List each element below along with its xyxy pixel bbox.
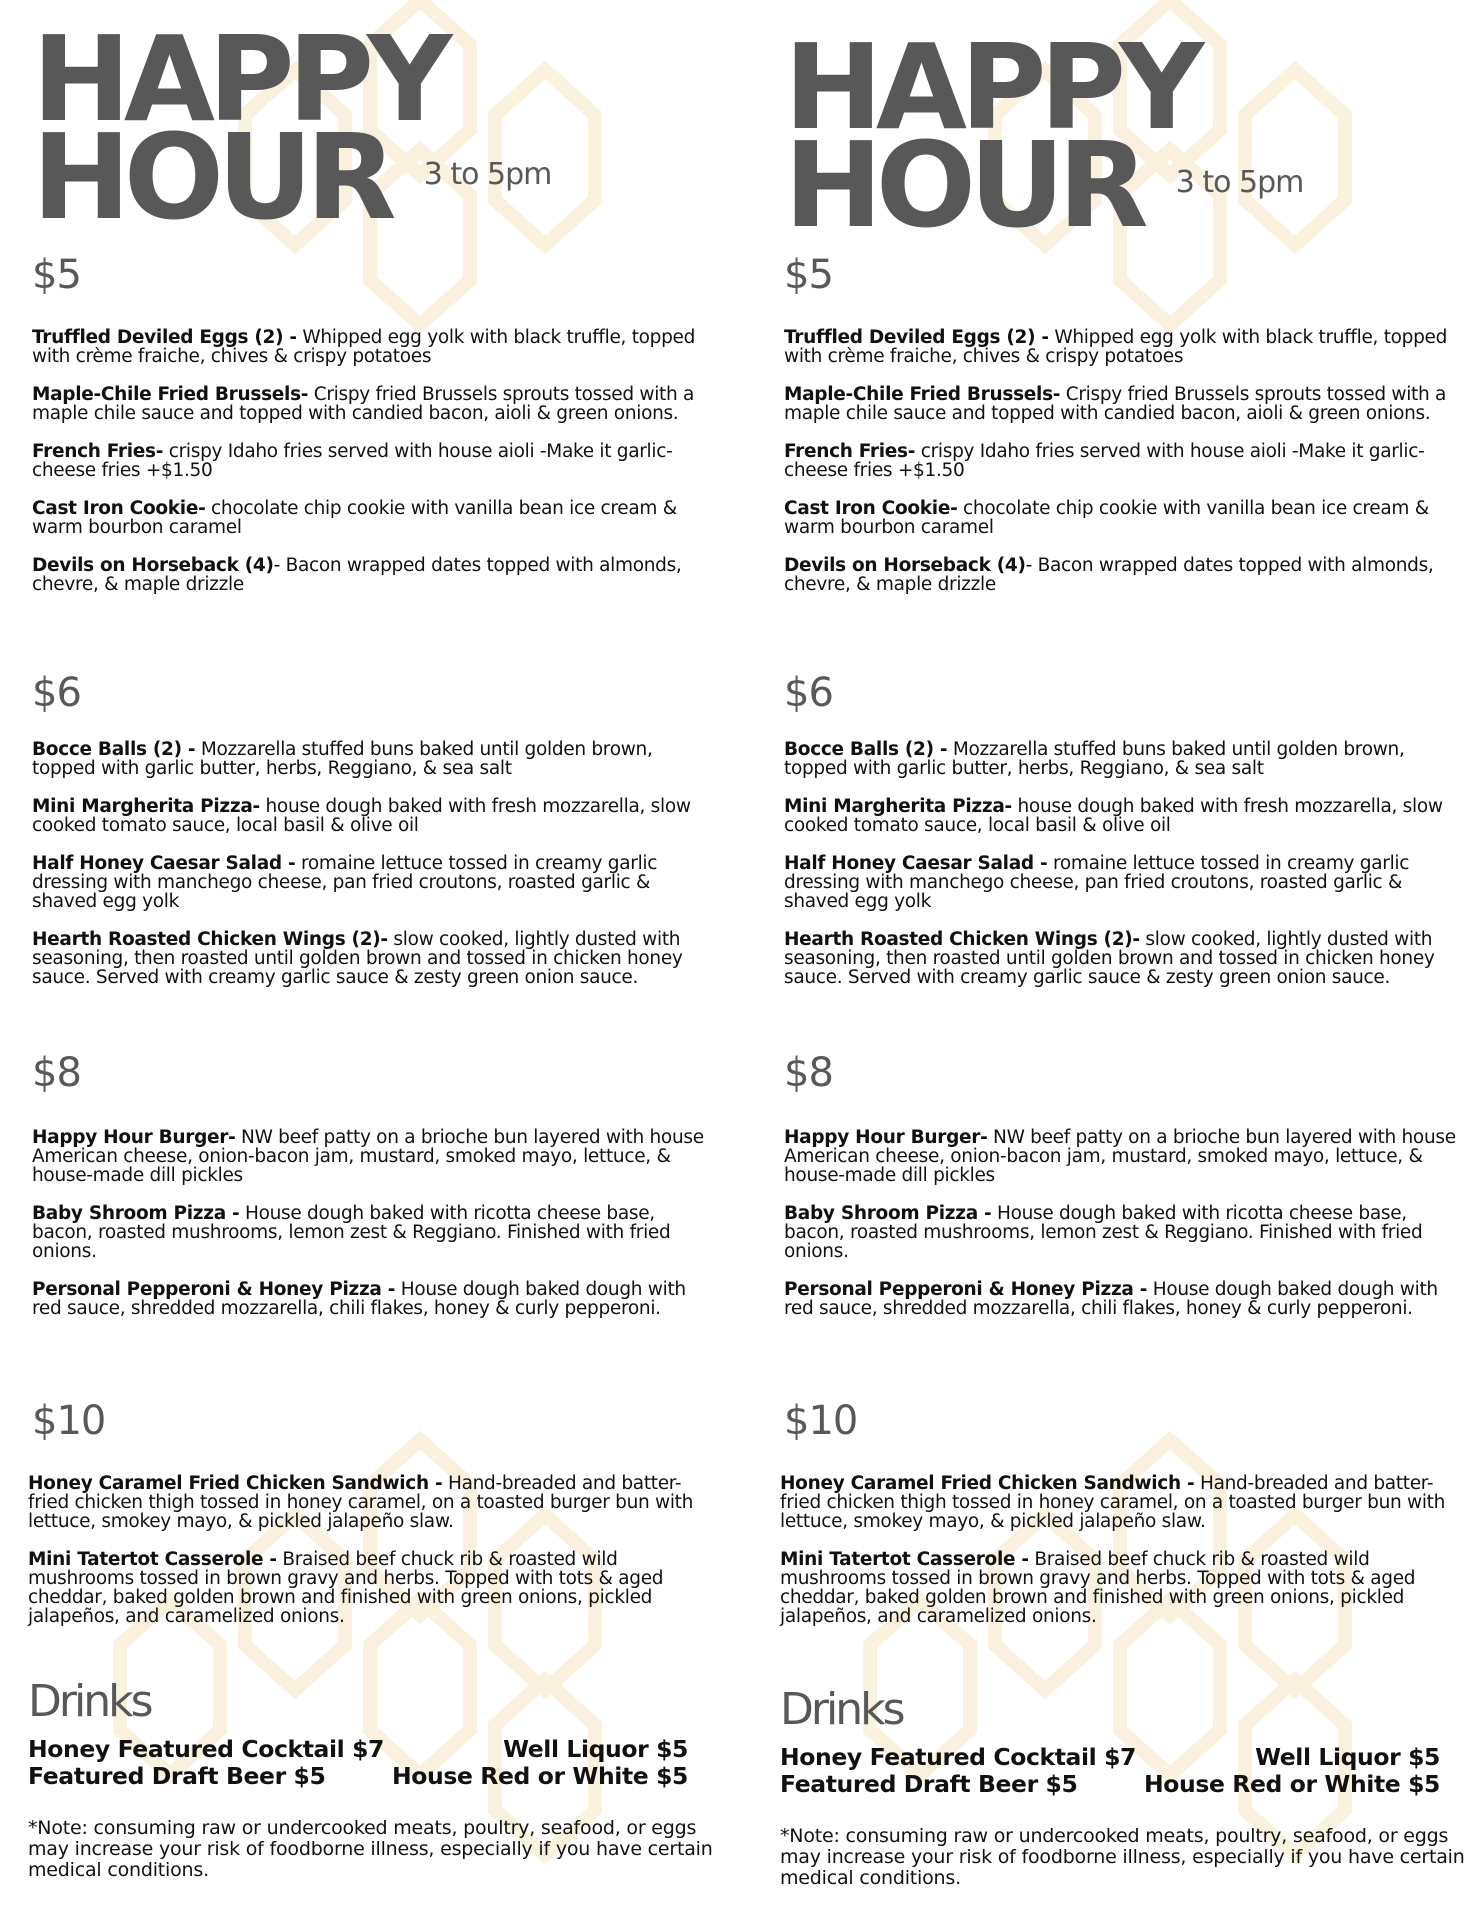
- menu-item: [784, 740, 1464, 778]
- items-8: [784, 1128, 1464, 1337]
- drink-item: House Red or White $5: [392, 1762, 688, 1790]
- title-block: [784, 18, 1304, 254]
- item-desc: House dough baked dough with red sauce, shredded mozzarella, chili flakes, honey & curly pepperoni.: [32, 1279, 686, 1319]
- menu-item: [784, 328, 1464, 366]
- menu-item: [780, 1474, 1460, 1531]
- menu-item: [784, 556, 1464, 594]
- menu-item: [32, 740, 712, 778]
- price-heading-5: $5: [32, 252, 81, 298]
- item-desc: Mozzarella stuffed buns baked until golden brown, topped with garlic butter, herbs, Reggiano, & sea salt: [32, 739, 653, 779]
- drinks-list: [780, 1744, 1440, 1798]
- price-heading-8: $8: [32, 1050, 81, 1096]
- drinks-list: [28, 1736, 688, 1790]
- menu-item: [784, 442, 1464, 480]
- item-name: Honey Caramel Fried Chicken Sandwich -: [28, 1473, 443, 1494]
- title-hour: HOUR: [32, 108, 390, 246]
- menu-item: [784, 385, 1464, 423]
- item-desc: Mozzarella stuffed buns baked until golden brown, topped with garlic butter, herbs, Reggiano, & sea salt: [784, 739, 1405, 779]
- item-name: Mini Margherita Pizza-: [784, 796, 1012, 817]
- title-block: [32, 10, 552, 246]
- drink-item: Featured Draft Beer $5: [28, 1762, 326, 1790]
- item-name: Hearth Roasted Chicken Wings (2)-: [784, 929, 1140, 950]
- items-6: [32, 740, 712, 1006]
- title-happy: HAPPY: [32, 10, 446, 148]
- menu-item: [32, 854, 712, 911]
- price-heading-10: $10: [32, 1398, 106, 1444]
- drink-item: Featured Draft Beer $5: [780, 1770, 1078, 1798]
- item-name: Happy Hour Burger-: [784, 1127, 988, 1148]
- item-desc: House dough baked with ricotta cheese base, bacon, roasted mushrooms, lemon zest & Reggiano. Finished with fried onions.: [784, 1203, 1423, 1262]
- item-name: Bocce Balls (2) -: [784, 739, 948, 760]
- menu-item: [780, 1550, 1460, 1626]
- menu-right: [780, 0, 1484, 1920]
- drink-item: Well Liquor $5: [1255, 1743, 1440, 1771]
- items-8: [32, 1128, 712, 1337]
- menu-item: [784, 1280, 1464, 1318]
- item-name: Half Honey Caesar Salad -: [32, 853, 296, 874]
- drink-item: Honey Featured Cocktail $7: [780, 1743, 1137, 1771]
- item-desc: chocolate chip cookie with vanilla bean ice cream & warm bourbon caramel: [32, 498, 677, 538]
- menu-item: [32, 1204, 712, 1261]
- item-name: French Fries-: [784, 441, 916, 462]
- title-happy: HAPPY: [784, 18, 1198, 156]
- menu-item: [784, 930, 1464, 987]
- item-desc: slow cooked, lightly dusted with seasoning, then roasted until golden brown and tossed in chicken honey sauce. Served with creamy garlic sauce & zesty green onion sauce.: [784, 929, 1435, 988]
- item-name: Happy Hour Burger-: [32, 1127, 236, 1148]
- item-desc: NW beef patty on a brioche bun layered with house American cheese, onion-bacon jam, mustard, smoked mayo, lettuce, & house-made dill pickles: [784, 1127, 1456, 1186]
- happy-hour-times: 3 to 5pm: [423, 157, 552, 192]
- drinks-heading: Drinks: [780, 1684, 903, 1735]
- item-desc: - Bacon wrapped dates topped with almonds, chevre, & maple drizzle: [32, 555, 682, 595]
- food-safety-note: *Note: consuming raw or undercooked meats, poultry, seafood, or eggs may increase your risk of foodborne illness, especially if you have certain medical conditions.: [780, 1825, 1465, 1889]
- item-desc: Hand-breaded and batter-fried chicken thigh tossed in honey caramel, on a toasted burger bun with lettuce, smokey mayo, & pickled jalapeño slaw.: [780, 1473, 1446, 1532]
- item-desc: house dough baked with fresh mozzarella, slow cooked tomato sauce, local basil & olive oil: [784, 796, 1443, 836]
- item-desc: Crispy fried Brussels sprouts tossed with a maple chile sauce and topped with candied bacon, aioli & green onions.: [32, 384, 695, 424]
- item-name: Truffled Deviled Eggs (2) -: [784, 327, 1049, 348]
- item-desc: romaine lettuce tossed in creamy garlic dressing with manchego cheese, pan fried croutons, roasted garlic & shaved egg yolk: [32, 853, 658, 912]
- items-6: [784, 740, 1464, 1006]
- drink-item: House Red or White $5: [1144, 1770, 1440, 1798]
- price-heading-6: $6: [784, 670, 833, 716]
- items-10: [28, 1474, 708, 1645]
- menu-item: [32, 328, 712, 366]
- menu-item: [28, 1550, 708, 1626]
- menu-item: [28, 1474, 708, 1531]
- item-desc: Hand-breaded and batter-fried chicken thigh tossed in honey caramel, on a toasted burger bun with lettuce, smokey mayo, & pickled jalapeño slaw.: [28, 1473, 694, 1532]
- menu-item: [32, 1128, 712, 1185]
- price-heading-5: $5: [784, 252, 833, 298]
- price-heading-10: $10: [784, 1398, 858, 1444]
- menu-item: [784, 499, 1464, 537]
- item-desc: crispy Idaho fries served with house aioli -Make it garlic-cheese fries +$1.50: [784, 441, 1425, 481]
- item-desc: chocolate chip cookie with vanilla bean ice cream & warm bourbon caramel: [784, 498, 1429, 538]
- item-desc: crispy Idaho fries served with house aioli -Make it garlic-cheese fries +$1.50: [32, 441, 673, 481]
- item-name: Maple-Chile Fried Brussels-: [32, 384, 309, 405]
- items-5: [784, 328, 1464, 613]
- item-name: Hearth Roasted Chicken Wings (2)-: [32, 929, 388, 950]
- item-name: French Fries-: [32, 441, 164, 462]
- menu-item: [784, 854, 1464, 911]
- item-desc: Crispy fried Brussels sprouts tossed with a maple chile sauce and topped with candied bacon, aioli & green onions.: [784, 384, 1447, 424]
- item-name: Mini Margherita Pizza-: [32, 796, 260, 817]
- item-desc: House dough baked dough with red sauce, shredded mozzarella, chili flakes, honey & curly pepperoni.: [784, 1279, 1438, 1319]
- item-name: Mini Tatertot Casserole -: [780, 1549, 1029, 1570]
- item-desc: - Bacon wrapped dates topped with almonds, chevre, & maple drizzle: [784, 555, 1434, 595]
- menu-item: [32, 1280, 712, 1318]
- items-10: [780, 1474, 1460, 1645]
- item-desc: house dough baked with fresh mozzarella, slow cooked tomato sauce, local basil & olive oil: [32, 796, 691, 836]
- item-name: Honey Caramel Fried Chicken Sandwich -: [780, 1473, 1195, 1494]
- item-desc: Braised beef chuck rib & roasted wild mushrooms tossed in brown gravy and herbs. Topped with tots & aged cheddar, baked golden brown and finished with green onions, pickled jalapeños, and caramelized onions.: [780, 1549, 1416, 1627]
- menu-left: [28, 0, 732, 1920]
- item-name: Devils on Horseback (4): [32, 555, 274, 576]
- item-name: Bocce Balls (2) -: [32, 739, 196, 760]
- item-desc: Whipped egg yolk with black truffle, topped with crème fraiche, chives & crispy potatoes: [784, 327, 1448, 367]
- menu-item: [784, 1204, 1464, 1261]
- items-5: [32, 328, 712, 613]
- item-name: Baby Shroom Pizza -: [784, 1203, 992, 1224]
- food-safety-note: *Note: consuming raw or undercooked meats, poultry, seafood, or eggs may increase your risk of foodborne illness, especially if you have certain medical conditions.: [28, 1817, 713, 1881]
- menu-item: [32, 499, 712, 537]
- menu-item: [784, 1128, 1464, 1185]
- title-hour: HOUR: [784, 116, 1142, 254]
- item-name: Personal Pepperoni & Honey Pizza -: [32, 1279, 396, 1300]
- menu-item: [32, 556, 712, 594]
- menu-item: [32, 797, 712, 835]
- item-name: Truffled Deviled Eggs (2) -: [32, 327, 297, 348]
- item-name: Personal Pepperoni & Honey Pizza -: [784, 1279, 1148, 1300]
- menu-item: [32, 385, 712, 423]
- item-name: Cast Iron Cookie-: [784, 498, 958, 519]
- drinks-heading: Drinks: [28, 1676, 151, 1727]
- item-desc: slow cooked, lightly dusted with seasoning, then roasted until golden brown and tossed in chicken honey sauce. Served with creamy garlic sauce & zesty green onion sauce.: [32, 929, 683, 988]
- item-name: Half Honey Caesar Salad -: [784, 853, 1048, 874]
- item-name: Devils on Horseback (4): [784, 555, 1026, 576]
- drink-item: Honey Featured Cocktail $7: [28, 1735, 385, 1763]
- happy-hour-times: 3 to 5pm: [1175, 165, 1304, 200]
- item-desc: romaine lettuce tossed in creamy garlic dressing with manchego cheese, pan fried croutons, roasted garlic & shaved egg yolk: [784, 853, 1410, 912]
- item-desc: Whipped egg yolk with black truffle, topped with crème fraiche, chives & crispy potatoes: [32, 327, 696, 367]
- menu-item: [784, 797, 1464, 835]
- item-name: Cast Iron Cookie-: [32, 498, 206, 519]
- drink-item: Well Liquor $5: [503, 1735, 688, 1763]
- menu-item: [32, 442, 712, 480]
- price-heading-8: $8: [784, 1050, 833, 1096]
- item-desc: NW beef patty on a brioche bun layered with house American cheese, onion-bacon jam, mustard, smoked mayo, lettuce, & house-made dill pickles: [32, 1127, 704, 1186]
- item-name: Maple-Chile Fried Brussels-: [784, 384, 1061, 405]
- item-name: Mini Tatertot Casserole -: [28, 1549, 277, 1570]
- price-heading-6: $6: [32, 670, 81, 716]
- item-desc: House dough baked with ricotta cheese base, bacon, roasted mushrooms, lemon zest & Reggiano. Finished with fried onions.: [32, 1203, 671, 1262]
- item-name: Baby Shroom Pizza -: [32, 1203, 240, 1224]
- menu-item: [32, 930, 712, 987]
- item-desc: Braised beef chuck rib & roasted wild mushrooms tossed in brown gravy and herbs. Topped with tots & aged cheddar, baked golden brown and finished with green onions, pickled jalapeños, and caramelized onions.: [28, 1549, 664, 1627]
